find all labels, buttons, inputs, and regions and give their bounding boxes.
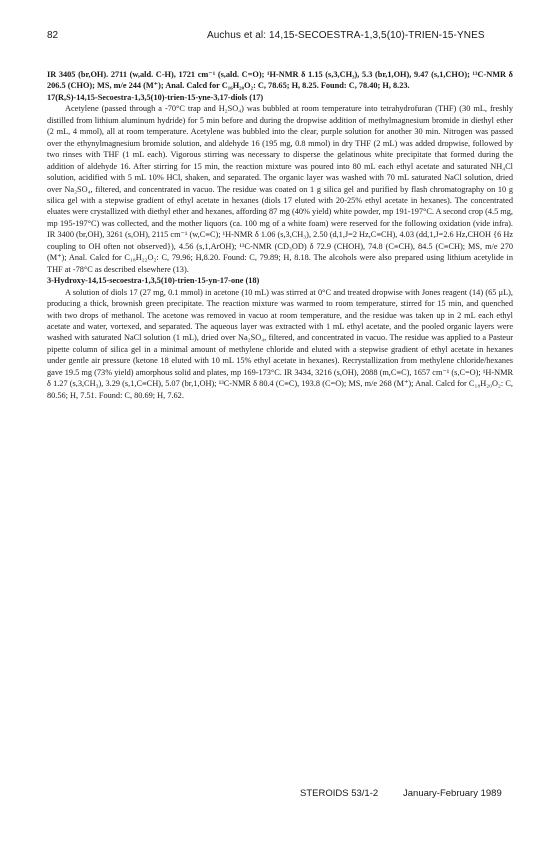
page-number: 82 <box>47 30 59 41</box>
page-footer <box>0 788 557 802</box>
page-header <box>0 30 557 46</box>
journal-name: STEROIDS 53/1-2 <box>300 788 379 799</box>
issue-date: January-February 1989 <box>403 788 502 799</box>
paragraph-spectral-data: IR 3405 (br,OH). 2711 (w,ald. C-H), 1721 cm⁻¹ (s,ald. C=O); ¹H-NMR δ 1.15 (s,3,CH₃), 5.3 (br,1,OH), 9.47 (s,1,CHO); ¹³C-NMR δ 206.5 (CHO); MS, m/e 244 (M⁺); Anal. Calcd for C₁₆H₂₀O₂: C, 78.65; H, 8.25. Found: C, 78.40; H, 8.23. <box>47 70 513 91</box>
running-title: Auchus et al: 14,15-SECOESTRA-1,3,5(10)-TRIEN-15-YNES <box>207 30 485 41</box>
paragraph-procedure-17: Acetylene (passed through a -70°C trap and H₂SO₄) was bubbled at room temperature into tetrahydrofuran (THF) (30 mL, freshly distilled from lithium aluminum hydride) for 5 min before and during the dropwise addition of methylmagnesium bromide in diethyl ether (2 mL, 4 mmol), all at room temperature. Acetylene was bubbled into the clear, purple solution for another 30 min. Nitrogen was passed over the ethynylmagnesium bromide solution, and aldehyde 16 (195 mg, 0.8 mmol) in dry THF (2 mL) was added dropwise, followed by two rinses with THF (1 mL each). Vigorous stirring was necessary to disperse the gelatinous white precipitate that formed during the addition of aldehyde 16. After stirring for 15 min, the reaction mixture was poured into 80 mL each ethyl acetate and saturated NH₄Cl solution, acidified with 5 mL 10% HCl, shaken, and separated. The organic layer was washed with 70 mL saturated NaCl solution, dried over Na₂SO₄, filtered, and concentrated in vacuo. The residue was coated on 1 g silica gel and purified by flash chromatography on 10 g silica gel with a stepwise gradient of ethyl acetate in hexanes (diols 17 eluted with 20-25% ethyl acetate in hexanes). The concentrated eluates were crystallized with diethyl ether and hexanes, affording 87 mg (40% yield) white powder, mp 191-197°C. A second crop (4.5 mg, mp 195-197°C) was collected, and the mother liquors (ca. 100 mg of a white foam) were reserved for the following oxidation (vide infra). IR 3400 (br,OH), 3261 (s,OH), 2115 cm⁻¹ (w,C≡C); ¹H-NMR δ 1.06 (s,3,CH₃), 2.50 (d,1,J=2 Hz,C≡CH), 4.03 (dd,1,J=2.6 Hz,CHOH {6 Hz coupling to OH often not observed}), 4.56 (s,1,ArOH); ¹³C-NMR (CD₃OD) δ 72.9 (CHOH), 74.8 (C≡CH), 84.5 (C≡CH); MS, m/e 270 (M⁺); Anal. Calcd for C₁₈H₂₂O₂: C, 79.96; H,8.20. Found: C, 79.89; H, 8.18. The alcohols were also prepared using lithium acetylide in THF at -78°C as described elsewhere (13). <box>47 104 513 274</box>
compound-heading-18: 3-Hydroxy-14,15-secoestra-1,3,5(10)-trien-15-yn-17-one (18) <box>47 276 260 286</box>
compound-heading-17: 17(R,S)-14,15-Secoestra-1,3,5(10)-trien-15-yne-3,17-diols (17) <box>47 92 264 102</box>
article-body <box>47 69 513 401</box>
paragraph-procedure-18: A solution of diols 17 (27 mg, 0.1 mmol) in acetone (10 mL) was stirred at 0°C and treated dropwise with Jones reagent (14) (65 μL), producing a thick, brownish green precipitate. The reaction mixture was warmed to room temperature, stirred for 15 min, and quenched with two drops of methanol. The acetone was removed in vacuo at room temperature, and the residue was taken up in 2 mL each ethyl acetate and water, vortexed, and separated. The aqueous layer was extracted with 1 mL ethyl acetate, and the pooled organic layers were washed with saturated NaCl solution (1 mL), dried over Na₂SO₄, filtered, and concentrated in vacuo. The residue was applied to a Pasteur pipette column of silica gel in a minimal amount of methylene chloride and eluted with a stepwise gradient of ethyl acetate in hexanes under gentle air pressure (ketone 18 eluted with 10 mL 15% ethyl acetate in hexanes). Recrystallization from methylene chloride/hexanes gave 19.5 mg (73% yield) amorphous solid and plates, mp 169-173°C. IR 3434, 3216 (s,OH), 2088 (m,C≡C), 1657 cm⁻¹ (s,C=O); ¹H-NMR δ 1.27 (s,3,CH₃), 3.29 (s,1,C≡CH), 5.07 (br,1,OH); ¹³C-NMR δ 80.4 (C≡C), 193.8 (C=O); MS, m/e 268 (M⁺); Anal. Calcd for C₁₈H₂₀O₂: C, 80.56; H, 7.51. Found: C, 80.69; H, 7.62. <box>47 287 513 400</box>
